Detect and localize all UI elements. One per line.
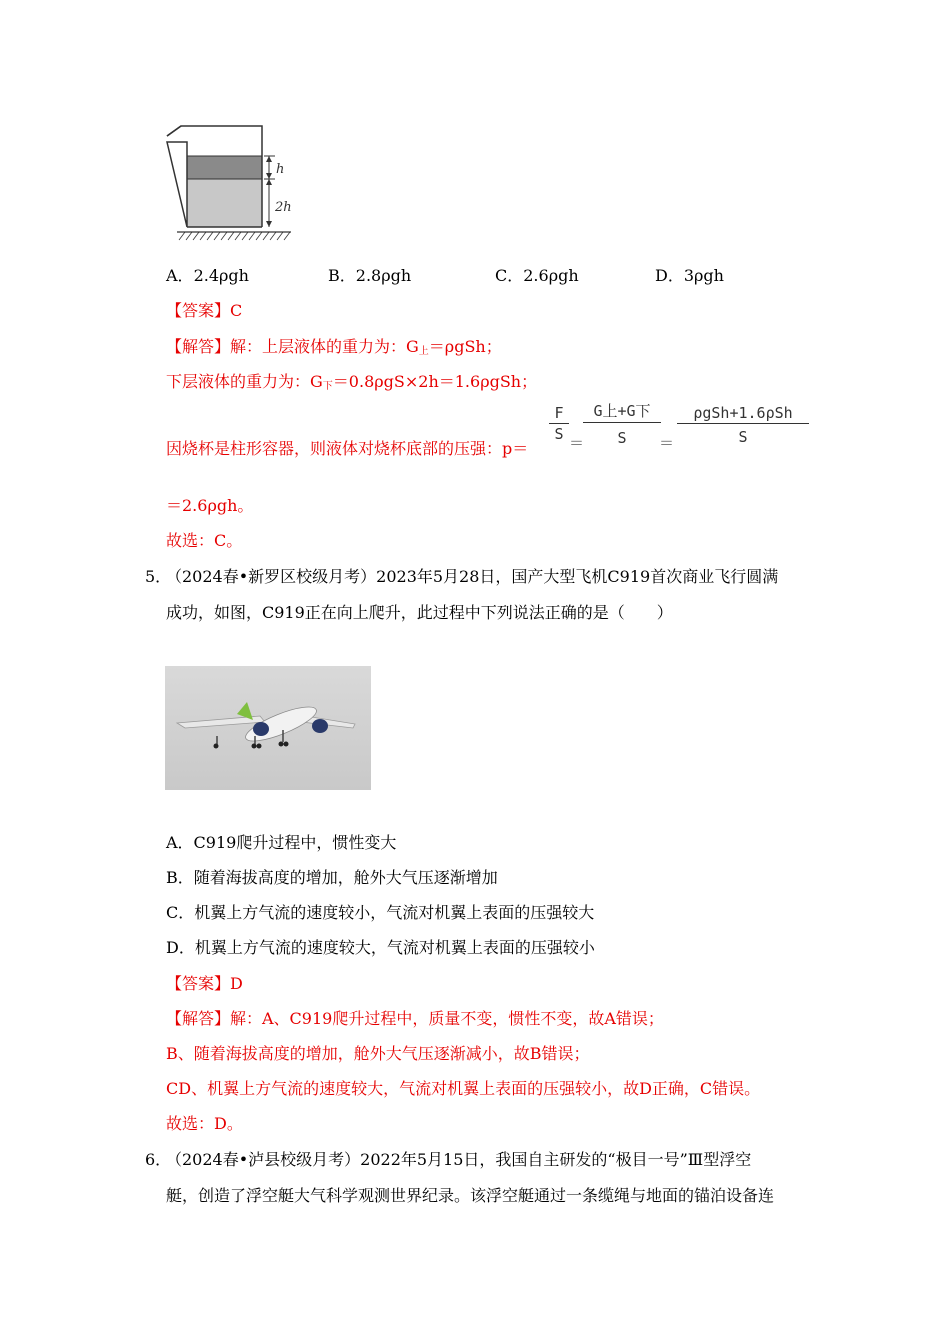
frac3-den: S [738,428,748,446]
eq-sign: ＝ [659,434,675,452]
frac1-num: F [554,404,564,422]
q4-option-d [655,263,724,286]
q4-solution-line1 [166,334,502,357]
formula [549,404,809,454]
q4-solution-line2 [166,369,537,392]
text: 【解答】解：上层液体的重力为：G [166,337,419,356]
frac3 [677,404,809,446]
q6-stem-line2: 艇，创造了浮空艇大气科学观测世界纪录。该浮空艇通过一条缆绳与地面的锚泊设备连 [166,1186,775,1205]
option-text: 2.6ρgh [523,266,579,285]
q4-answer: 【答案】C [166,301,243,320]
q5-option-d: D．机翼上方气流的速度较大，气流对机翼上表面的压强较小 [166,938,595,957]
text: 下层液体的重力为：G [166,372,323,391]
frac2 [583,400,661,447]
q5-option-a: A．C919爬升过程中，惯性变大 [166,833,397,852]
option-letter: C． [495,266,524,285]
frac3-num: ρgSh+1.6ρSh [693,404,793,422]
option-letter: B． [328,266,356,285]
subscript: 上 [418,346,429,357]
q4-option-c [495,263,579,286]
frac1-den: S [554,425,564,443]
eq-sign: ＝ [569,434,585,452]
frac2-den: S [617,429,627,447]
q5-stem-line1: （2024春•新罗区校级月考）2023年5月28日，国产大型飞机C919首次商业飞行圆满 [166,567,779,586]
text: ＝ρgSh； [428,337,502,356]
q5-solution-line2: B、随着海拔高度的增加，舱外大气压逐渐减小，故B错误； [166,1044,590,1063]
frac2-num: G上+G下 [593,402,651,420]
option-text: 2.4ρgh [193,266,249,285]
q4-solution-line3: 因烧杯是柱形容器，则液体对烧杯底部的压强：p＝ [166,439,529,458]
label-2h: 2h [275,200,292,215]
q5-stem-line2: 成功，如图，C919正在向上爬升，此过程中下列说法正确的是（ ） [166,603,673,622]
q5-option-b: B．随着海拔高度的增加，舱外大气压逐渐增加 [166,868,498,887]
q5-solution-line1: 【解答】解：A、C919爬升过程中，质量不变，惯性不变，故A错误； [166,1009,664,1028]
q4-option-b [328,263,411,286]
option-text: 3ρgh [683,266,724,285]
option-text: 2.8ρgh [355,266,412,285]
q6-stem-line1: （2024春•泸县校级月考）2022年5月15日，我国自主研发的“极目一号”Ⅲ型浮空 [166,1150,752,1169]
q4-solution-line4: ＝2.6ρgh。 [166,496,254,515]
text: ＝0.8ρgS×2h＝1.6ρgSh； [332,372,538,391]
q5-option-c: C．机翼上方气流的速度较小，气流对机翼上表面的压强较大 [166,903,595,922]
frac1 [549,404,569,443]
label-h: h [276,162,285,177]
option-letter: A． [166,266,194,285]
beaker-diagram [165,122,295,242]
option-letter: D． [655,266,684,285]
q5-answer: 【答案】D [166,974,243,993]
q4-option-a [166,263,249,286]
q5-solution-line4: 故选：D。 [166,1114,243,1133]
c919-airplane-photo [165,666,371,790]
subscript: 下 [322,381,333,392]
q5-solution-line3: CD、机翼上方气流的速度较大，气流对机翼上表面的压强较小，故D正确，C错误。 [166,1079,761,1098]
q4-solution-line5: 故选：C。 [166,531,243,550]
q6-number: 6． [145,1150,172,1169]
q5-number: 5． [145,567,172,586]
